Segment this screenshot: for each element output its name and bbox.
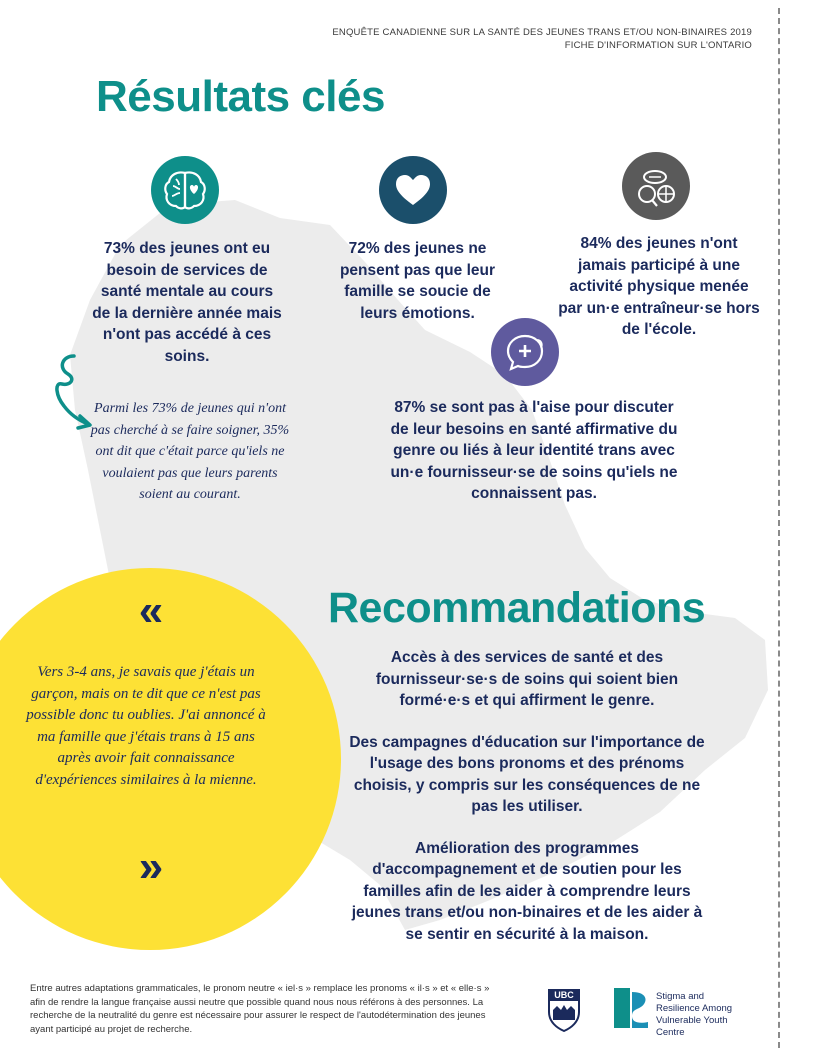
ubc-logo-text: UBC — [554, 990, 574, 1000]
cut-line — [778, 8, 780, 1048]
recommendations-list — [345, 647, 709, 965]
heart-icon — [379, 156, 447, 224]
header-survey-title: ENQUÊTE CANADIENNE SUR LA SANTÉ DES JEUNES TRANS ET/OU NON-BINAIRES 2019 — [332, 27, 752, 38]
header-sheet-title: FICHE D'INFORMATION SUR L'ONTARIO — [564, 40, 752, 51]
health-chat-icon — [491, 318, 559, 386]
saravyc-logo-text: Stigma and Resilience Among Vulnerable Youth Centre — [656, 991, 733, 1038]
mental-health-note: Parmi les 73% de jeunes qui n'ont pas cherché à se faire soigner, 35% ont dit que c'était parce qu'iels ne voulaient pas que leurs parents soient au courant. — [90, 401, 290, 502]
recommendation-item: Des campagnes d'éducation sur l'importance de l'usage des bons pronoms et des prénoms choisis, y compris sur les conséquences de ne pas les utiliser. — [349, 733, 705, 815]
quote-text: Vers 3-4 ans, je savais que j'étais un garçon, mais on te dit que ce n'est pas possible donc tu oublies. J'ai annoncé à ma famille que j'étais trans à 15 ans après avoir fait connaissance d'expériences similaires à la mienne. — [26, 664, 266, 788]
brain-heart-icon — [151, 156, 219, 224]
sports-balls-icon — [622, 152, 690, 220]
stat-physical-activity: 84% des jeunes n'ont jamais participé à une activité physique menée par un·e entraîneur·se hors de l'école. — [558, 235, 760, 338]
quote-close-mark: » — [138, 842, 164, 891]
recommendations-title: Recommandations — [328, 584, 706, 632]
quote-open-mark: « — [138, 586, 164, 635]
document-header — [332, 26, 752, 52]
recommendation-item: Accès à des services de santé et des fournisseur·se·s de soins qui soient bien formé·e·s et qui affirment le genre. — [375, 649, 679, 709]
stat-family-emotions: 72% des jeunes ne pensent pas que leur famille se soucie de leurs émotions. — [339, 240, 496, 322]
ubc-logo — [547, 988, 581, 1032]
key-results-title: Résultats clés — [96, 72, 385, 121]
saravyc-logo-icon — [614, 988, 650, 1028]
recommendation-item: Amélioration des programmes d'accompagnement et de soutien pour les familles afin de les aider à comprendre leurs jeunes trans et/ou non-binaires et de les aider à se sentir en sécurité à la maison. — [351, 839, 703, 943]
stat-gender-affirming-care: 87% se sont pas à l'aise pour discuter de leur besoins en santé affirmative du genre ou liés à leur identité trans avec un·e fournisseur·se de soins qu'iels ne connaissent pas. — [390, 399, 678, 502]
footer-pronoun-note: Entre autres adaptations grammaticales, le pronom neutre « iel·s » remplace les pronoms « il·s » et « elle·s » afin de rendre la langue française aussi neutre que possible quand nous nous référons à des personnes. La recherche de la neutralité du genre est nécessaire pour assurer le respect de l'autodétermination des jeunes ayant participé au projet de recherche. — [30, 983, 490, 1035]
stat-mental-health: 73% des jeunes ont eu besoin de services de santé mentale au cours de la dernière année mais n'ont pas accédé à ces soins. — [92, 240, 282, 365]
